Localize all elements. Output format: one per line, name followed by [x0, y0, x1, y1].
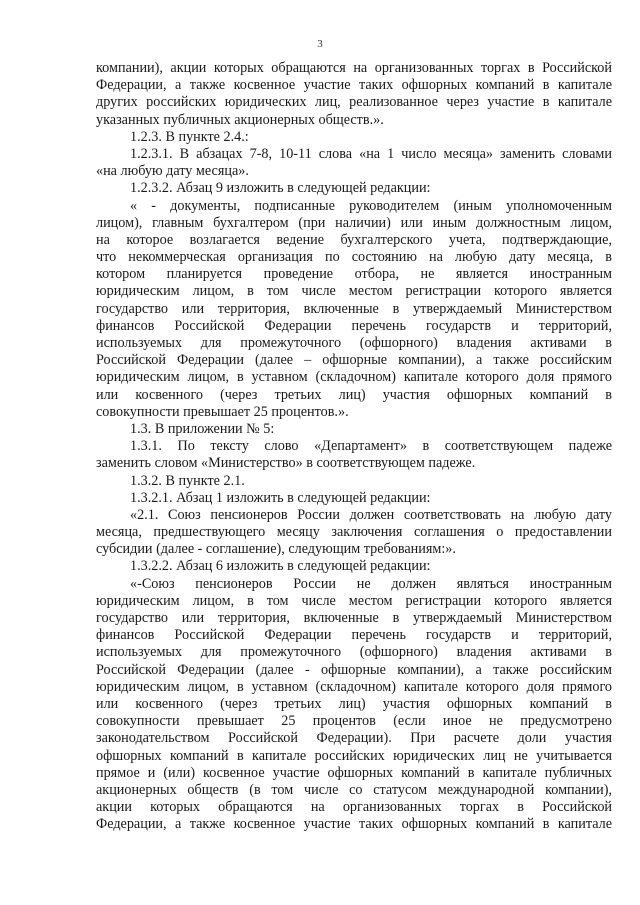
- text-line: компании), акции которых обращаются на организованных торгах в Российской: [96, 60, 612, 76]
- text-line: 1.2.3.1. В абзацах 7-8, 10-11 слова «на 1 число месяца» заменить словами: [130, 145, 612, 162]
- text-line: используемых для промежуточного (офшорного) владения активами в: [96, 644, 612, 661]
- text-line: 1.3.2.1. Абзац 1 изложить в следующей редакции:: [130, 489, 431, 506]
- page-number: 3: [317, 38, 323, 50]
- text-line: котором планируется проведение отбора, не является иностранным: [96, 266, 612, 283]
- text-line: заменить словом «Министерство» в соответствующем падеже.: [96, 455, 476, 472]
- text-line: на которое возлагается ведение бухгалтерского учета, подтверждающие,: [96, 231, 612, 248]
- text-line: или косвенного (через третьих лиц) участия офшорных компаний в: [96, 386, 612, 403]
- text-line: или косвенного (через третьих лиц) участия офшорных компаний в: [96, 695, 612, 712]
- text-line: совокупности превышает 25 процентов (если иное не предусмотрено: [96, 713, 612, 730]
- text-line: юридическим лицом, в уставном (складочном) капитале которого доля прямого: [96, 678, 612, 695]
- text-line: что некоммерческая организация по состоянию на любую дату месяца, в: [96, 249, 612, 266]
- text-line: юридическим лицом, в том числе местом регистрации которого является: [96, 592, 612, 609]
- text-line: «2.1. Союз пенсионеров России должен соответствовать на любую дату: [130, 506, 612, 523]
- text-line: 1.2.3. В пункте 2.4.:: [130, 128, 249, 145]
- text-line: Федерации, а также косвенное участие таких офшорных компаний в капитале: [96, 77, 612, 94]
- text-line: акционерных обществ (в том числе со статусом международной компании),: [96, 781, 612, 798]
- text-line: финансов Российской Федерации перечень государств и территорий,: [96, 627, 612, 644]
- text-line: « - документы, подписанные руководителем (иным уполномоченным: [130, 197, 612, 214]
- text-line: 1.2.3.2. Абзац 9 изложить в следующей редакции:: [130, 180, 431, 197]
- text-line: государство или территория, включенные в утверждаемый Министерством: [96, 300, 612, 317]
- document-body: [96, 60, 612, 833]
- text-line: 1.3.2.2. Абзац 6 изложить в следующей редакции:: [130, 558, 431, 575]
- text-line: лицом), главным бухгалтером (при наличии) или иным должностным лицом,: [96, 214, 612, 231]
- text-line: субсидии (далее - соглашение), следующим требованиям:».: [96, 541, 456, 558]
- text-line: 1.3.2. В пункте 2.1.: [130, 472, 245, 489]
- text-line: используемых для промежуточного (офшорного) владения активами в: [96, 335, 612, 351]
- text-line: совокупности превышает 25 процентов.».: [96, 403, 349, 420]
- text-line: Российской Федерации (далее – офшорные компании), а также российским: [96, 352, 612, 369]
- text-line: финансов Российской Федерации перечень государств и территорий,: [96, 317, 612, 334]
- text-line: акции которых обращаются на организованных торгах в Российской: [96, 799, 612, 816]
- text-line: 1.3. В приложении № 5:: [130, 420, 275, 437]
- text-line: указанных публичных акционерных обществ.».: [96, 111, 384, 128]
- text-line: Российской Федерации (далее - офшорные компании), а также российским: [96, 661, 612, 678]
- text-line: «на любую дату месяца».: [96, 163, 249, 180]
- text-line: законодательством Российской Федерации). При расчете доли участия: [96, 730, 612, 747]
- text-line: государство или территория, включенные в утверждаемый Министерством: [96, 610, 612, 626]
- text-line: 1.3.1. По тексту слово «Департамент» в соответствующем падеже: [130, 438, 612, 455]
- text-line: месяца, предшествующего месяцу заключения соглашения о предоставлении: [96, 524, 612, 541]
- text-line: прямое и (или) косвенное участие офшорных компаний в капитале публичных: [96, 764, 612, 781]
- text-line: Федерации, а также косвенное участие таких офшорных компаний в капитале: [96, 816, 612, 833]
- text-line: других российских юридических лиц, реализованное через участие в капитале: [96, 94, 612, 111]
- text-line: юридическим лицом, в уставном (складочном) капитале которого доля прямого: [96, 369, 612, 386]
- text-line: «-Союз пенсионеров России не должен являться иностранным: [130, 575, 612, 592]
- text-line: юридическим лицом, в том числе местом регистрации которого является: [96, 283, 612, 300]
- text-line: офшорных компаний в капитале российских юридических лиц не учитывается: [96, 747, 612, 764]
